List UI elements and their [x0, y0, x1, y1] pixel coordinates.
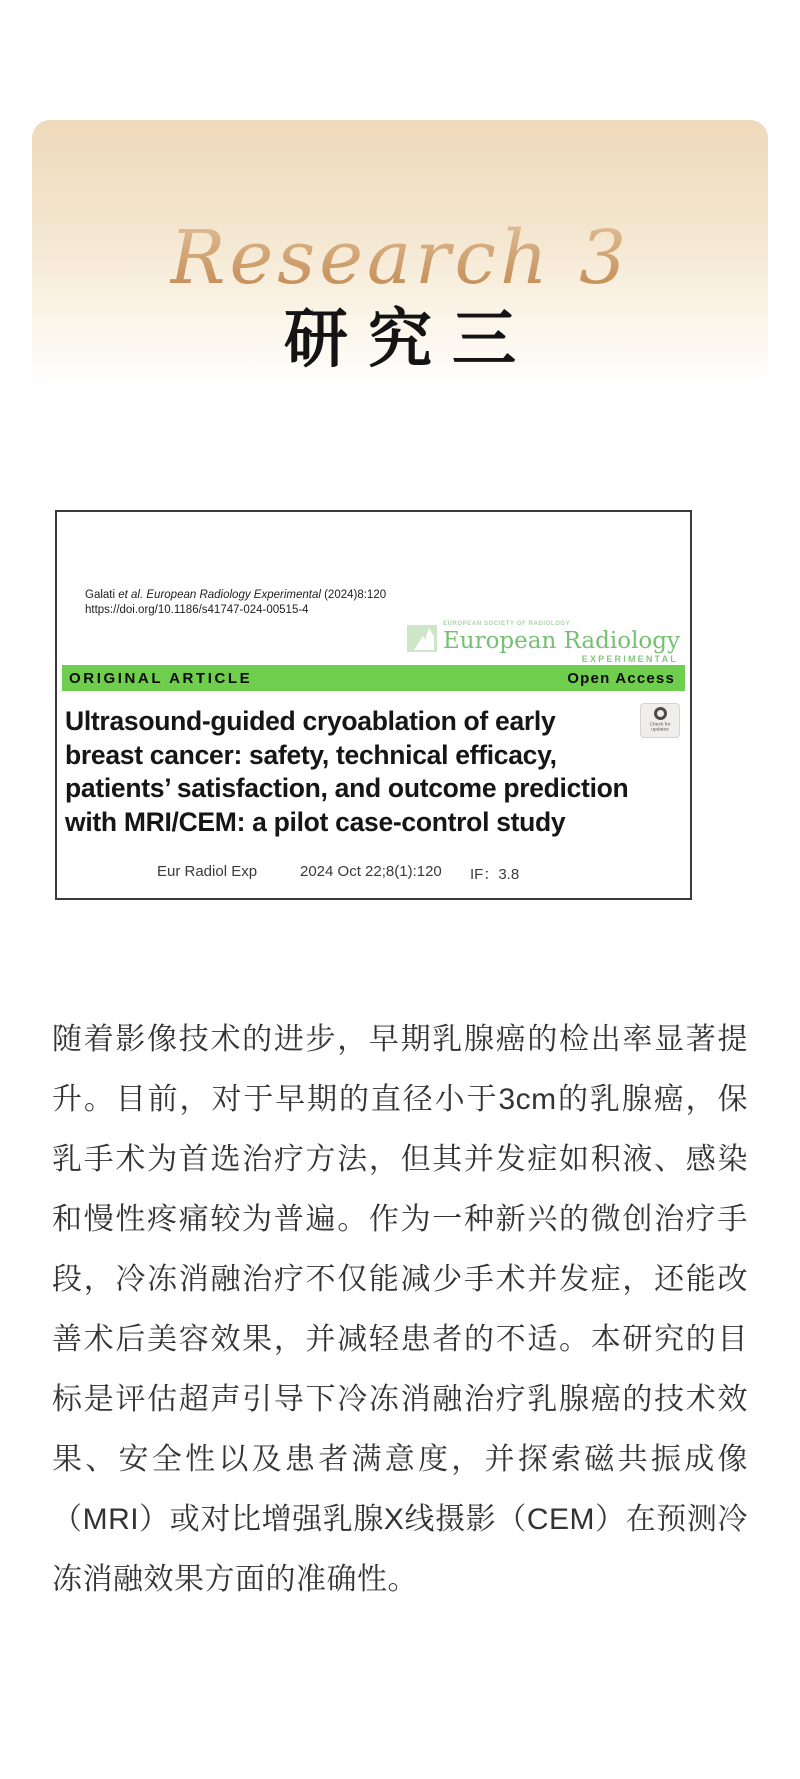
journal-logo	[407, 620, 680, 665]
citation-line	[85, 588, 386, 603]
check-updates-label	[644, 722, 675, 732]
paper-header	[57, 512, 690, 665]
crossmark-icon	[654, 707, 667, 720]
citation-doi: https://doi.org/10.1186/s41747-024-00515-4	[85, 604, 309, 616]
paper-meta-row	[57, 841, 690, 898]
title-line: patients’ satisfaction, and outcome prediction	[65, 773, 629, 803]
title-line: with MRI/CEM: a pilot case-control study	[65, 806, 566, 837]
journal-logo-text	[443, 620, 680, 665]
article-body-paragraph: 随着影像技术的进步，早期乳腺癌的检出率显著提升。目前，对于早期的直径小于3cm的乳腺癌，保乳手术为首选治疗方法，但其并发症如积液、感染和慢性疼痛较为普遍。作为一种新兴的微创治疗手段，冷冻消融治疗不仅能减少手术并发症，还能改善术后美容效果，并减轻患者的不适。本研究的目标是评估超声引导下冷冻消融治疗乳腺癌的技术效果、安全性以及患者满意度，并探索磁共振成像（MRI）或对比增强乳腺X线摄影（CEM）在预测冷冻消融效果方面的准确性。	[52, 1023, 748, 1596]
paper-title	[65, 705, 676, 839]
check-updates-line2: updates	[651, 727, 669, 732]
journal-subtitle: EXPERIMENTAL	[581, 654, 678, 664]
open-access-label: Open Access	[567, 669, 675, 687]
citation-journal: et al. European Radiology Experimental	[118, 589, 321, 601]
society-name: EUROPEAN SOCIETY OF RADIOLOGY	[442, 621, 571, 627]
check-updates-line1: Check for	[649, 722, 671, 727]
article-type-label: ORIGINAL ARTICLE	[69, 669, 253, 687]
esr-logo-icon	[407, 625, 437, 652]
section-title-chinese: 研究三	[284, 302, 536, 377]
check-for-updates-badge[interactable]	[640, 703, 680, 738]
section-title-english: Research 3	[169, 215, 631, 301]
journal-name: European Radiology	[442, 628, 680, 654]
section-header-card	[32, 120, 768, 390]
title-line: Ultrasound-guided cryoablation of early	[65, 706, 556, 736]
paper-screenshot-card[interactable]	[55, 510, 692, 900]
paper-title-section	[57, 691, 690, 841]
meta-publication-date: 2024 Oct 22;8(1):120	[300, 863, 442, 880]
paper-citation	[85, 588, 386, 618]
title-line: breast cancer: safety, technical efficacy,	[65, 739, 557, 770]
citation-author: Galati	[85, 589, 119, 601]
article-type-banner	[62, 665, 685, 691]
meta-journal-abbrev: Eur Radiol Exp	[157, 863, 258, 880]
citation-issue: (2024)8:120	[320, 589, 387, 601]
meta-impact-factor: IF：3.8	[470, 866, 520, 883]
